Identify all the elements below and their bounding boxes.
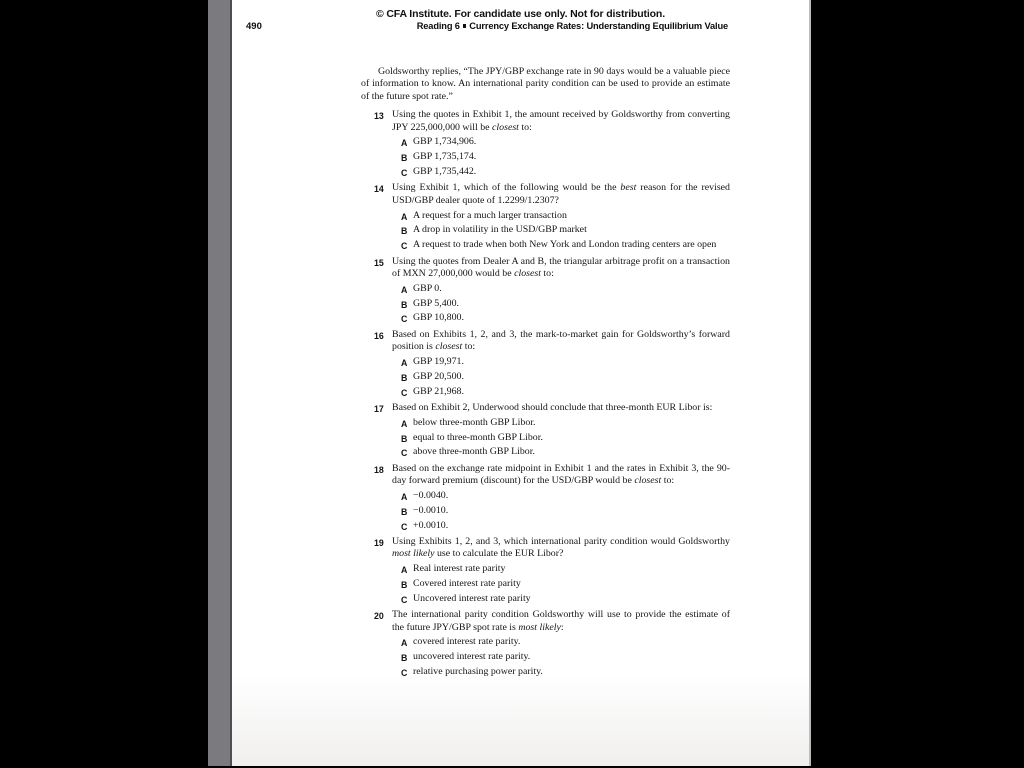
option-letter: A bbox=[401, 638, 408, 649]
option-letter: C bbox=[401, 448, 408, 459]
option-text: −0.0040. bbox=[413, 490, 449, 502]
answer-option bbox=[361, 446, 730, 458]
question-row bbox=[361, 329, 730, 354]
running-header bbox=[232, 20, 809, 32]
question-number: 14 bbox=[374, 184, 384, 195]
question-stem-text: reason for the revised USD/GBP dealer quote of 1.2299/1.2307? bbox=[392, 182, 730, 206]
question-stem-italic: closest bbox=[435, 341, 463, 353]
question-stem bbox=[392, 463, 730, 486]
option-text: A request for a much larger transaction bbox=[413, 209, 567, 221]
reading-title bbox=[417, 21, 728, 31]
question-item-17 bbox=[361, 402, 730, 459]
option-text: relative purchasing power parity. bbox=[413, 666, 543, 678]
option-text: below three-month GBP Libor. bbox=[413, 416, 536, 428]
option-text: covered interest rate parity. bbox=[413, 636, 521, 648]
answer-option bbox=[361, 283, 730, 295]
option-text: GBP 19,971. bbox=[413, 356, 464, 368]
answer-option bbox=[361, 578, 730, 590]
question-row bbox=[361, 536, 730, 561]
option-letter: B bbox=[401, 580, 408, 591]
answer-option bbox=[361, 666, 730, 678]
question-stem-text: Using Exhibit 1, which of the following would be the bbox=[392, 182, 621, 194]
question-stem-italic: most likely bbox=[518, 621, 561, 633]
option-letter: A bbox=[401, 418, 408, 429]
question-number: 16 bbox=[374, 330, 384, 341]
answer-option bbox=[361, 432, 730, 444]
option-letter: C bbox=[401, 314, 408, 325]
option-letter: A bbox=[401, 565, 408, 576]
question-stem-text: The international parity condition Goldsworthy will use to provide the estimate of the future JPY/GBP spot rate is bbox=[392, 609, 730, 633]
question-stem-text: Based on Exhibit 2, Underwood should conclude that three-month EUR Libor is: bbox=[392, 402, 713, 414]
option-text: GBP 0. bbox=[413, 282, 442, 294]
question-stem bbox=[392, 182, 730, 205]
answer-option bbox=[361, 490, 730, 502]
question-stem-italic: best bbox=[620, 182, 637, 194]
answer-option bbox=[361, 151, 730, 163]
answer-option bbox=[361, 356, 730, 368]
option-text: −0.0010. bbox=[413, 504, 449, 516]
option-text: GBP 20,500. bbox=[413, 370, 464, 382]
question-row bbox=[361, 109, 730, 134]
question-row bbox=[361, 402, 730, 414]
option-text: +0.0010. bbox=[413, 519, 449, 531]
option-text: GBP 5,400. bbox=[413, 297, 459, 309]
question-stem-text: to: bbox=[518, 121, 532, 133]
option-letter: C bbox=[401, 241, 408, 252]
question-number: 19 bbox=[374, 538, 384, 549]
document-page bbox=[232, 0, 811, 766]
question-item-16 bbox=[361, 329, 730, 398]
question-stem-text: Based on Exhibits 1, 2, and 3, the mark-to-market gain for Goldsworthy’s forward position is bbox=[392, 328, 730, 353]
answer-option bbox=[361, 593, 730, 605]
option-letter: A bbox=[401, 284, 408, 295]
option-text: uncovered interest rate parity. bbox=[413, 651, 531, 663]
question-item-19 bbox=[361, 536, 730, 605]
option-letter: C bbox=[401, 521, 408, 532]
option-letter: C bbox=[401, 168, 408, 179]
option-text: A drop in volatility in the USD/GBP market bbox=[413, 224, 587, 236]
option-letter: C bbox=[401, 594, 408, 605]
question-stem-text: Based on the exchange rate midpoint in Exhibit 1 and the rates in Exhibit 3, the 90-day forward premium (discount) for the USD/GBP would be bbox=[392, 462, 730, 487]
question-stem-italic: most likely bbox=[392, 548, 435, 560]
question-row bbox=[361, 256, 730, 281]
answer-option bbox=[361, 386, 730, 398]
reading-title-text: Currency Exchange Rates: Understanding Equilibrium Value bbox=[469, 21, 728, 31]
answer-option bbox=[361, 563, 730, 575]
option-letter: C bbox=[401, 668, 408, 679]
question-stem bbox=[392, 609, 730, 632]
option-text: Covered interest rate parity bbox=[413, 578, 521, 590]
intro-paragraph: Goldsworthy replies, “The JPY/GBP exchange rate in 90 days would be a valuable piece of information to know. An international parity condition can be used to provide an estimate of the future spot rate.” bbox=[361, 66, 730, 102]
option-text: above three-month GBP Libor. bbox=[413, 446, 535, 458]
question-stem bbox=[392, 402, 712, 413]
page-gutter-strip bbox=[208, 0, 232, 766]
question-stem-text: Using the quotes in Exhibit 1, the amount received by Goldsworthy from converting JPY 225,000,000 will be bbox=[392, 109, 730, 133]
question-stem bbox=[392, 109, 730, 132]
option-letter: A bbox=[401, 492, 408, 503]
answer-option bbox=[361, 417, 730, 429]
answer-option bbox=[361, 210, 730, 222]
question-stem bbox=[392, 256, 730, 279]
question-stem-text: to: bbox=[462, 341, 476, 353]
option-text: GBP 21,968. bbox=[413, 385, 464, 397]
question-number: 13 bbox=[374, 111, 384, 122]
option-letter: A bbox=[401, 358, 408, 369]
option-text: equal to three-month GBP Libor. bbox=[413, 431, 543, 443]
question-item-15 bbox=[361, 256, 730, 325]
question-stem bbox=[392, 329, 730, 352]
option-text: GBP 1,734,906. bbox=[413, 136, 477, 148]
option-letter: A bbox=[401, 211, 408, 222]
answer-option bbox=[361, 312, 730, 324]
answer-option bbox=[361, 298, 730, 310]
answer-option bbox=[361, 505, 730, 517]
answer-option bbox=[361, 136, 730, 148]
option-letter: B bbox=[401, 153, 408, 164]
answer-option bbox=[361, 224, 730, 236]
answer-option bbox=[361, 520, 730, 532]
question-number: 17 bbox=[374, 404, 384, 415]
question-number: 18 bbox=[374, 464, 384, 475]
option-letter: B bbox=[401, 653, 408, 664]
question-item-14 bbox=[361, 182, 730, 251]
answer-option bbox=[361, 651, 730, 663]
question-stem bbox=[392, 536, 730, 559]
question-number: 20 bbox=[374, 611, 384, 622]
question-stem-text: : bbox=[560, 621, 564, 633]
option-text: Uncovered interest rate parity bbox=[413, 592, 531, 604]
question-list bbox=[361, 109, 730, 678]
option-text: GBP 1,735,442. bbox=[413, 166, 477, 178]
question-stem-text: to: bbox=[661, 475, 675, 487]
answer-option bbox=[361, 636, 730, 648]
reading-label: Reading 6 bbox=[416, 21, 460, 31]
option-letter: C bbox=[401, 387, 408, 398]
question-row bbox=[361, 182, 730, 207]
question-stem-text: to: bbox=[540, 268, 554, 280]
option-text: A request to trade when both New York and London trading centers are open bbox=[413, 239, 717, 251]
answer-option bbox=[361, 166, 730, 178]
question-row bbox=[361, 463, 730, 488]
page-content bbox=[361, 32, 730, 678]
option-letter: B bbox=[401, 226, 408, 237]
answer-option bbox=[361, 239, 730, 251]
page-number: 490 bbox=[246, 21, 262, 32]
question-stem-text: use to calculate the EUR Libor? bbox=[434, 548, 564, 560]
option-letter: B bbox=[401, 299, 408, 310]
question-stem-italic: closest bbox=[634, 475, 662, 487]
question-row bbox=[361, 609, 730, 634]
option-letter: A bbox=[401, 138, 408, 149]
question-stem-text: Using Exhibits 1, 2, and 3, which international parity condition would Goldsworthy bbox=[392, 536, 730, 548]
option-letter: B bbox=[401, 372, 408, 383]
option-text: GBP 10,800. bbox=[413, 312, 464, 324]
option-letter: B bbox=[401, 506, 408, 517]
question-stem-italic: closest bbox=[514, 268, 541, 280]
question-stem-italic: closest bbox=[492, 121, 519, 133]
question-item-18 bbox=[361, 463, 730, 532]
square-bullet-icon bbox=[463, 24, 467, 28]
question-item-20 bbox=[361, 609, 730, 678]
option-text: GBP 1,735,174. bbox=[413, 151, 477, 163]
answer-option bbox=[361, 371, 730, 383]
question-number: 15 bbox=[374, 257, 384, 268]
copyright-notice: © CFA Institute. For candidate use only. Not for distribution. bbox=[376, 8, 665, 20]
option-letter: B bbox=[401, 433, 408, 444]
question-item-13 bbox=[361, 109, 730, 178]
question-stem-text: Using the quotes from Dealer A and B, the triangular arbitrage profit on a transaction of MXN 27,000,000 would be bbox=[392, 255, 730, 280]
option-text: Real interest rate parity bbox=[413, 563, 506, 575]
